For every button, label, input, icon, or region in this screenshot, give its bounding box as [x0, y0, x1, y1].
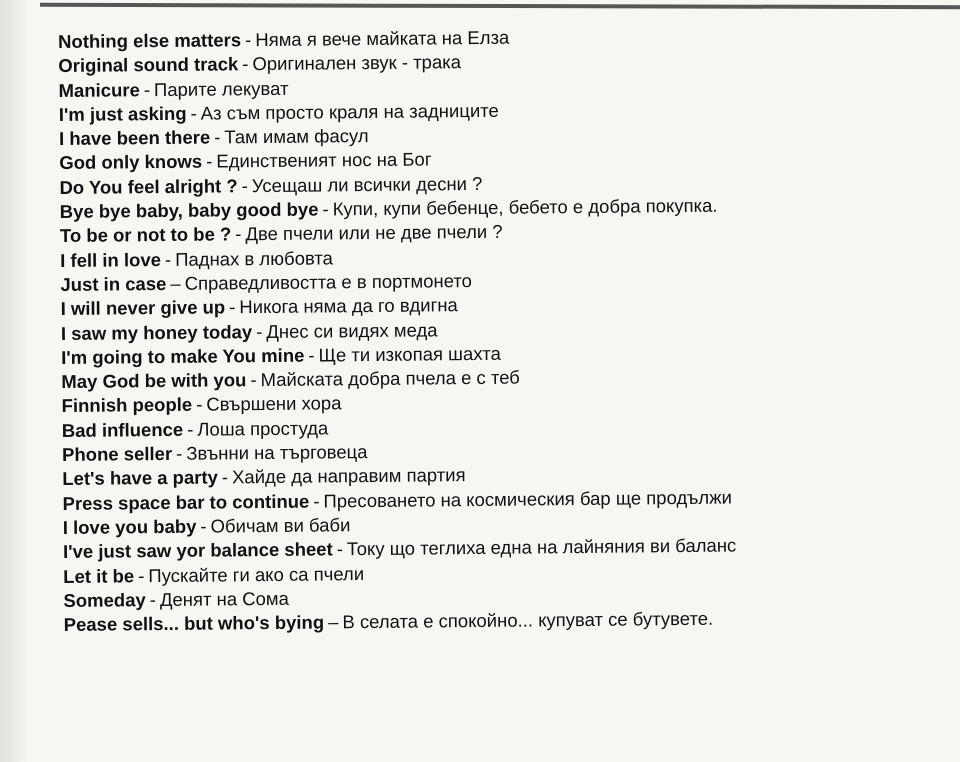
english-phrase: Pease sells... but who's bying [63, 611, 325, 636]
separator: - [200, 515, 207, 537]
english-phrase: I will never give up [60, 296, 226, 320]
bulgarian-translation: Свършени хора [206, 392, 342, 416]
bulgarian-translation: Обичам ви баби [210, 514, 351, 537]
english-phrase: I have been there [58, 126, 211, 150]
bulgarian-translation: Майската добра пчела е с теб [260, 366, 520, 391]
english-phrase: I fell in love [60, 248, 162, 271]
bulgarian-translation: Току що теглиха една на лайняния ви баланс [346, 534, 737, 560]
separator: - [336, 538, 343, 560]
bulgarian-translation: Там имам фасул [224, 125, 369, 148]
separator: – [170, 272, 181, 294]
bulgarian-translation: Оригинален звук - трака [252, 51, 462, 75]
english-phrase: Phone seller [61, 442, 173, 466]
bulgarian-translation: Ще ти изкопая шахта [318, 342, 501, 366]
english-phrase: I love you baby [62, 515, 197, 538]
separator: - [149, 588, 157, 610]
bulgarian-translation: Звънни на търговеца [186, 441, 368, 464]
bulgarian-translation: Справедливостта е в портмонето [184, 270, 472, 294]
bulgarian-translation: Две пчели или не две пчели ? [245, 221, 503, 245]
separator: - [190, 102, 197, 124]
bulgarian-translation: Аз съм просто краля на задниците [200, 99, 499, 124]
separator: - [187, 418, 194, 440]
english-phrase: Let it be [63, 564, 135, 587]
bulgarian-translation: Лоша простуда [197, 417, 329, 440]
bulgarian-translation: Единственият нос на Бог [216, 148, 432, 172]
bulgarian-translation: Паднах в любовта [175, 247, 334, 270]
separator: - [196, 394, 203, 416]
bulgarian-translation: Пускайте ги ако са пчели [148, 562, 365, 586]
english-phrase: I've just saw yor balance sheet [62, 538, 333, 563]
separator: - [206, 151, 213, 173]
bulgarian-translation: Денят на Сома [159, 587, 289, 610]
english-phrase: Nothing else matters [58, 29, 242, 52]
separator: - [214, 126, 221, 148]
bulgarian-translation: Хайде да направим партия [231, 464, 466, 488]
english-phrase: To be or not to be ? [59, 223, 232, 247]
separator: - [250, 369, 257, 391]
english-phrase: Manicure [58, 78, 140, 101]
separator: - [164, 248, 172, 270]
english-phrase: Do You feel alright ? [59, 175, 238, 198]
english-phrase: Original sound track [58, 53, 239, 77]
english-phrase: Finnish people [61, 394, 193, 417]
separator: - [313, 490, 320, 512]
bulgarian-translation: В селата е спокойно... купуват се бутувете. [342, 607, 714, 633]
english-phrase: I'm just asking [58, 102, 187, 125]
english-phrase: I saw my honey today [60, 320, 253, 344]
bulgarian-translation: Усещаш ли всички десни ? [251, 172, 483, 196]
english-phrase: Just in case [60, 272, 167, 295]
separator: - [242, 53, 249, 75]
bulgarian-translation: Няма я вече майката на Елза [255, 26, 510, 51]
translation-list [58, 22, 944, 638]
separator: - [221, 466, 229, 488]
bulgarian-translation: Пресоването на космическия бар ще продължи [323, 486, 732, 512]
bulgarian-translation: Парите лекуват [153, 77, 289, 100]
separator: - [241, 174, 248, 197]
english-phrase: God only knows [59, 151, 203, 174]
english-phrase: Press space bar to continue [62, 490, 310, 514]
top-rule [40, 3, 960, 9]
english-phrase: May God be with you [61, 369, 247, 393]
scan-edge-shadow [0, 0, 28, 762]
separator: - [322, 198, 329, 220]
separator: - [143, 78, 151, 100]
english-phrase: I'm going to make You mine [61, 344, 305, 368]
separator: - [175, 442, 183, 464]
separator: - [138, 564, 145, 586]
english-phrase: Someday [63, 589, 146, 611]
separator: - [256, 320, 263, 342]
bulgarian-translation: Днес си видях меда [266, 318, 438, 342]
bulgarian-translation: Никога няма да го вдигна [239, 294, 458, 318]
separator: - [229, 296, 236, 318]
separator: - [235, 223, 242, 245]
separator: - [308, 344, 315, 366]
english-phrase: Let's have a party [62, 466, 218, 490]
english-phrase: Bad influence [61, 418, 184, 441]
separator: – [328, 611, 339, 633]
english-phrase: Bye bye baby, baby good bye [59, 198, 319, 223]
separator: - [245, 29, 252, 51]
bulgarian-translation: Купи, купи бебенце, бебето е добра покупка. [332, 194, 718, 220]
